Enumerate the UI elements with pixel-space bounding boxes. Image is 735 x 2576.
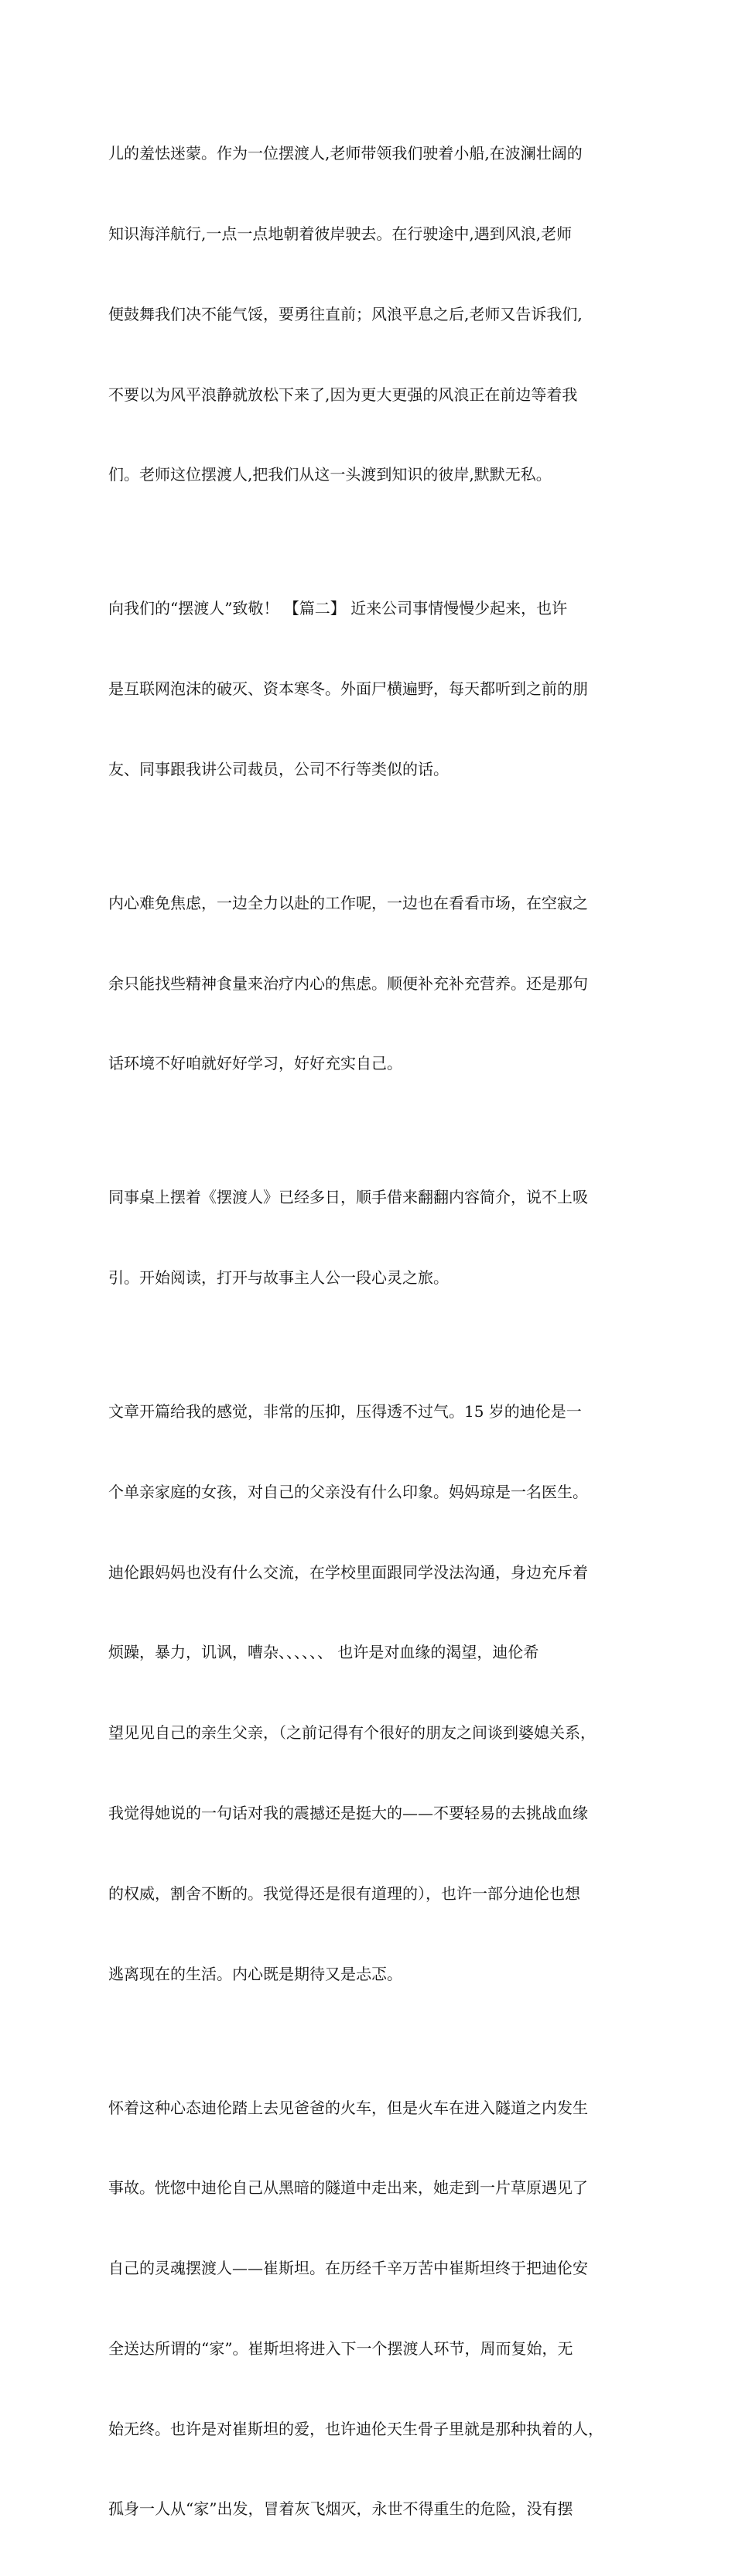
text-line: 文章开篇给我的感觉，非常的压抑，压得透不过气。15 岁的迪伦是一: [108, 1402, 582, 1421]
text-line: 不要以为风平浪静就放松下来了,因为更大更强的风浪正在前边等着我: [108, 385, 578, 404]
text-line: 同事桌上摆着《摆渡人》已经多日，顺手借来翻翻内容简介，说不上吸: [108, 1188, 588, 1207]
paragraph-section-two-intro: [108, 542, 631, 836]
text-line: 们。老师这位摆渡人,把我们从这一头渡到知识的彼岸,默默无私。: [108, 465, 552, 484]
text-line: 自己的灵魂摆渡人——崔斯坦。在历经千辛万苦中崔斯坦终于把迪伦安: [108, 2259, 588, 2278]
text-line: 望见见自己的亲生父亲，（之前记得有个很好的朋友之间谈到婆媳关系，: [108, 1723, 596, 1743]
text-line: 余只能找些精神食量来治疗内心的焦虑。顺便补充补充营养。还是那句: [108, 973, 588, 993]
text-line: 事故。恍惚中迪伦自己从黑暗的隧道中走出来，她走到一片草原遇见了: [108, 2178, 588, 2198]
paragraph-opening-impression: [108, 1345, 631, 2041]
text-line: 始无终。也许是对崔斯坦的爱，也许迪伦天生骨子里就是那种执着的人，: [108, 2419, 603, 2438]
document-body: [108, 87, 631, 2576]
paragraph-ferryman-teacher: [108, 87, 631, 542]
paragraph-borrowed-book: [108, 1131, 631, 1345]
text-line: 便鼓舞我们决不能气馁，要勇往直前；风浪平息之后,老师又告诉我们,: [108, 304, 583, 323]
text-line: 向我们的“摆渡人”致敬！ 【篇二】 近来公司事情慢慢少起来，也许: [108, 599, 568, 618]
text-line: 迪伦跟妈妈也没有什么交流，在学校里面跟同学没法沟通，身边充斥着: [108, 1562, 588, 1582]
text-line: 引。开始阅读，打开与故事主人公一段心灵之旅。: [108, 1268, 449, 1288]
text-line: 全送达所谓的“家”。崔斯坦将进入下一个摆渡人环节，周而复始，无: [108, 2338, 573, 2358]
text-line: 话环境不好咱就好好学习，好好充实自己。: [108, 1054, 402, 1073]
text-line: 内心难免焦虑，一边全力以赴的工作呢，一边也在看看市场，在空寂之: [108, 893, 588, 912]
text-line: 的权威，割舍不断的。我觉得还是很有道理的），也许一部分迪伦也想: [108, 1883, 580, 1903]
text-line: 怀着这种心态迪伦踏上去见爸爸的火车，但是火车在进入隧道之内发生: [108, 2098, 588, 2117]
text-line: 知识海洋航行,一点一点地朝着彼岸驶去。在行驶途中,遇到风浪,老师: [108, 224, 573, 243]
text-line: 个单亲家庭的女孩，对自己的父亲没有什么印象。妈妈琼是一名医生。: [108, 1482, 588, 1501]
text-line: 是互联网泡沫的破灭、资本寒冬。外面尸横遍野，每天都听到之前的朋: [108, 679, 588, 699]
text-line: 友、同事跟我讲公司裁员，公司不行等类似的话。: [108, 759, 449, 778]
text-line: 烦躁，暴力，讥讽，嘈杂、、、、、、 也许是对血缘的渴望，迪伦希: [108, 1643, 539, 1662]
text-line: 我觉得她说的一句话对我的震撼还是挺大的——不要轻易的去挑战血缘: [108, 1804, 588, 1822]
text-line: 逃离现在的生活。内心既是期待又是忐忑。: [108, 1964, 402, 1983]
paragraph-train-journey: [108, 2041, 631, 2576]
text-line: 孤身一人从“家”出发，冒着灰飞烟灭，永世不得重生的危险，没有摆: [108, 2499, 573, 2519]
text-line: 儿的羞怯迷蒙。作为一位摆渡人,老师带领我们驶着小船,在波澜壮阔的: [108, 144, 583, 163]
paragraph-anxiety: [108, 836, 631, 1131]
